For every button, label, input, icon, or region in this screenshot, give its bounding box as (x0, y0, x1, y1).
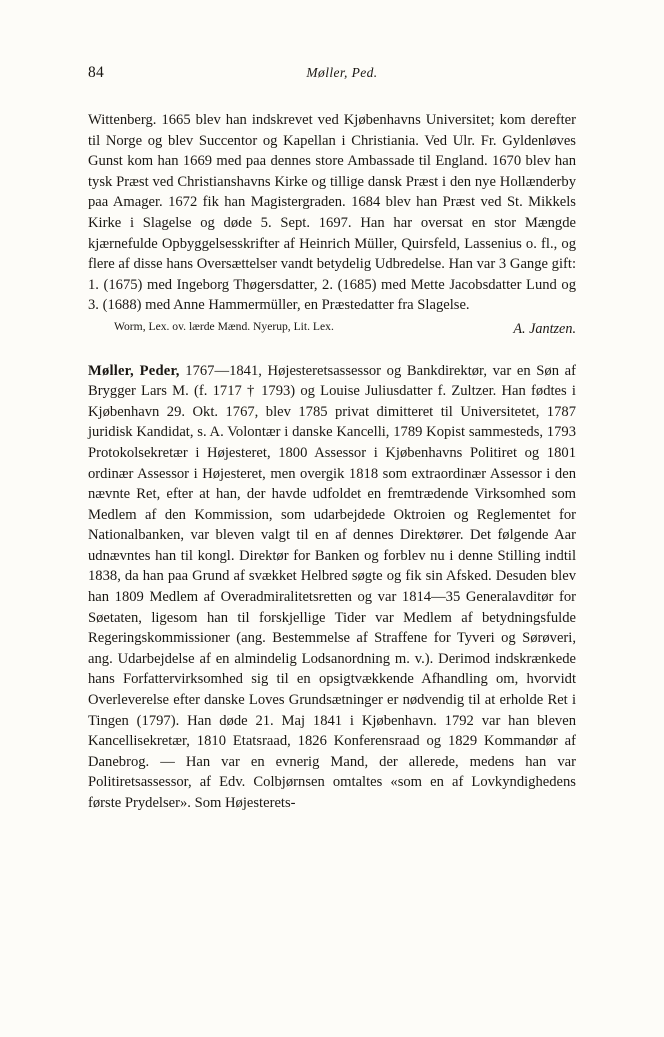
entry-body: 1767—1841, Højesteretsassessor og Bankdirektør, var en Søn af Brygger Lars M. (f. 1717 † 1793) og Louise Juliusdatter f. Zultzer. Han fødtes i Kjøbenhavn 29. Okt. 1767, blev 1785 privat dimitteret til Universitetet, 1787 juridisk Kandidat, s. A. Volontær i danske Kancelli, 1789 Kopist sammesteds, 1793 Protokolsekretær i Højesteret, 1800 Assessor i Kjøbenhavns Politiret og 1801 ordinær Assessor i Højesteret, men overgik 1818 som extraordinær Assessor i den nævnte Ret, efter at han, der havde udfoldet en fremtrædende Virksomhed som Medlem af den Kommission, som udarbejdede Oktroien og Reglementet for Nationalbanken, var bleven valgt til en af dennes Direktører. Det følgende Aar udnævntes han til kongl. Direktør for Banken og forblev nu i denne Stilling indtil 1838, da han paa Grund af svækket Helbred søgte og fik sin Afsked. Desuden blev han 1809 Medlem af Overadmiralitetsretten og var 1814—35 Generalavditør for Søetaten, ligesom han til forskjellige Tider var Medlem af betydningsfulde Regeringskommissioner (ang. Bestemmelse af Straffene for Tyveri og Sørøveri, ang. Udarbejdelse af en almindelig Lodsanordning m. v.). Derimod indskrænkede hans Forfattervirksomhed sig til en opsigtvækkende Afhandling om, hvorvidt Overleverelse efter danske Loves Grundsætninger er nødvendig til at erholde Ret i Tingen (1797). Han døde 21. Maj 1841 i Kjøbenhavn. 1792 var han bleven Kancellisekretær, 1810 Etatsraad, 1826 Konferensraad og 1829 Kommandør af Danebrog. — Han var en evnerig Mand, der allerede, medens han var Politiretsassessor, af Edv. Colbjørnsen omtaltes «som en af Lovkyndighedens første Prydelser». Som Højesterets- (88, 362, 576, 811)
body-text (88, 110, 576, 814)
source-citation: Worm, Lex. ov. lærde Mænd. Nyerup, Lit. Lex. (114, 319, 334, 333)
author-signature: A. Jantzen. (513, 320, 576, 337)
paragraph-entry-moller-peder (88, 361, 576, 814)
entry-spacer (88, 340, 576, 361)
paragraph-continued: Wittenberg. 1665 blev han indskrevet ved Kjøbenhavns Universitet; kom derefter til Norge og blev Succentor og Kapellan i Christiania. Ved Ulr. Fr. Gyldenløves Gunst kom han 1669 med paa dennes store Ambassade til England. 1670 blev han tysk Præst ved Christianshavns Kirke og tillige dansk Præst i den nye Hollænderby paa Amager. 1672 fik han Magistergraden. 1684 blev han Præst ved St. Mikkels Kirke i Slagelse og døde 5. Sept. 1697. Han har oversat en stor Mængde kjærnefulde Opbyggelsesskrifter af Heinrich Müller, Quirsfeld, Lassenius o. fl., og flere af disse hans Oversættelser vandt betydelig Udbredelse. Han var 3 Gange gift: 1. (1675) med Ingeborg Thøgersdatter, 2. (1685) med Mette Jacobsdatter Lund og 3. (1688) med Anne Hammermüller, en Præstedatter fra Slagelse. (88, 112, 576, 314)
entry-headword: Møller, Peder, (88, 362, 180, 379)
page-header (88, 64, 576, 84)
page-number: 84 (88, 64, 105, 81)
citation-row (88, 318, 576, 340)
running-head: Møller, Ped. (306, 65, 378, 80)
page-content (88, 64, 576, 814)
